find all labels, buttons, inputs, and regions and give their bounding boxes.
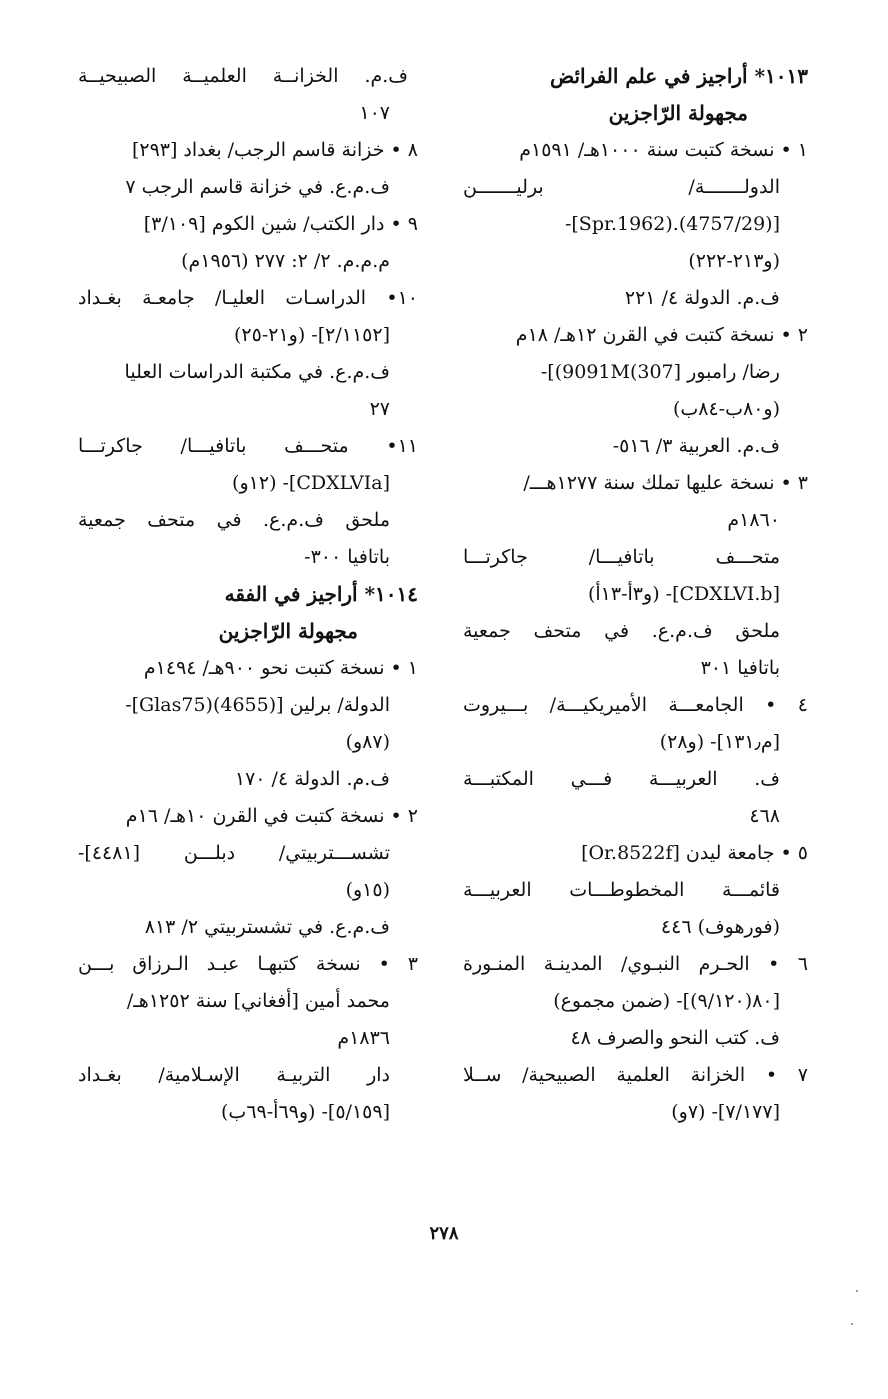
right-column-line: ٥ • جامعة ليدن [Or.8522f] [581, 842, 808, 864]
right-column-line: ٦ • الحـرم النبـوي/ المدينـة المنـورة [463, 953, 808, 975]
right-column-line: ٣ • نسخة عليها تملك سنة ١٢٧٧هـــ/ [523, 472, 808, 494]
right-column-line: (و٢١٣-٢٢٢) [688, 250, 780, 272]
right-column-line: [م١٣١٫]- (و٢٨) [659, 731, 780, 753]
right-column-line: قائمـــة المخطوطـــات العربيـــة [463, 879, 780, 901]
right-column-line: الدولـــــــة/ برليـــــــن [463, 176, 780, 198]
right-column-line: ملحق ف.م.ع. في متحف جمعية [463, 620, 780, 642]
right-column-line: (و٨٠ب-٨٤ب) [672, 398, 780, 420]
left-column-line: باتافيا ٣٠٠- [304, 546, 390, 568]
left-column-line: م.م.م. ٢/ ٢: ٢٧٧ (١٩٥٦م) [181, 250, 390, 272]
right-column-line: ف. كتب النحو والصرف ٤٨ [570, 1027, 780, 1049]
scan-speck [856, 1290, 858, 1292]
left-column-line: ف.م.ع. في مكتبة الدراسات العليا [124, 361, 390, 383]
left-column-line: ف.م. الخزانــة العلميــة الصبيحيــة [78, 65, 408, 87]
left-column-line: ١٨٣٦م [337, 1027, 390, 1049]
right-column-line: ١٨٦٠م [727, 509, 780, 531]
right-column-line: ٧ • الخزانة العلمية الصبيحية/ ســلا [463, 1064, 808, 1086]
left-column-line: [٥/١٥٩]- (و٦٩أ-٦٩ب) [221, 1101, 390, 1123]
left-column-line: [CDXLVIa]- (١٢و) [232, 472, 390, 494]
left-column-line: مجهولة الرّاجزين [218, 619, 358, 643]
right-column-line: ف. العربيـــة فـــي المكتبـــة [463, 768, 780, 790]
left-column-line: (١٥و) [345, 879, 390, 901]
right-column-line: ١٠١٣* أراجيز في علم الفرائض [549, 64, 808, 88]
left-column-line: ف.م.ع. في خزانة قاسم الرجب ٧ [125, 176, 390, 198]
left-column-line: ف.م. الدولة ٤/ ١٧٠ [234, 768, 390, 790]
left-column-line: ١١• متحـــف باتافيـــا/ جاكرتـــا [78, 435, 418, 457]
left-column-line: ١٠١٤* أراجيز في الفقه [224, 582, 418, 606]
left-column-line: (٨٧و) [345, 731, 390, 753]
right-column-line: (فورهوف) ٤٤٦ [660, 916, 780, 938]
right-column-line: باتافيا ٣٠١ [700, 657, 780, 679]
left-column-line: ٢ • نسخة كتبت في القرن ١٠هـ/ ١٦م [125, 805, 418, 827]
right-column-line: ف.م. العربية ٣/ ٥١٦- [612, 435, 780, 457]
left-column-line: ملحق ف.م.ع. في متحف جمعية [78, 509, 390, 531]
right-column-line: ٤ • الجامعـــة الأميريكيـــة/ بـــيروت [463, 694, 808, 716]
left-column [78, 58, 418, 1131]
right-column-line: مجهولة الرّاجزين [608, 101, 748, 125]
right-column-line: [CDXLVI.b]- (و٣أ-١٣أ) [587, 583, 780, 605]
left-column-line: [٢/١١٥٢]- (و٢١-٢٥) [233, 324, 390, 346]
left-column-line: ٨ • خزانة قاسم الرجب/ بغداد [٢٩٣] [131, 139, 418, 161]
right-column-line: ٤٦٨ [749, 805, 780, 827]
scan-speck [851, 1323, 853, 1325]
right-column-line: [٧/١٧٧]- (٧و) [671, 1101, 780, 1123]
left-column-line: تشســـتربيتي/ دبلـــن [٤٤٨١]- [78, 842, 390, 864]
left-column-line: ٣ • نسخة كتبهـا عبـد الـرزاق بـــن [78, 953, 418, 975]
left-column-line: الدولة/ برلين [Glas75)(4655)]- [125, 694, 390, 716]
right-column-line: [٨٠(٩/١٢٠)]- (ضمن مجموع) [553, 990, 780, 1012]
right-column-line: [Spr.1962).(4757/29)]- [564, 213, 780, 235]
left-column-line: ٢٧ [369, 398, 390, 420]
right-column [463, 58, 808, 1131]
left-column-line: ١٠• الدراسـات العليـا/ جامعـة بغـداد [78, 287, 418, 309]
right-column-line: ف.م. الدولة ٤/ ٢٢١ [624, 287, 780, 309]
left-column-line: دار التربيـة الإسـلامية/ بغـداد [78, 1064, 390, 1086]
right-column-line: متحـــف باتافيـــا/ جاكرتـــا [463, 546, 780, 568]
left-column-line: ١٠٧ [359, 102, 390, 124]
left-column-line: محمد أمين [أفغاني] سنة ١٢٥٢هـ/ [126, 990, 390, 1012]
right-column-line: رضا/ رامبور [307)9091M)]- [540, 361, 780, 383]
right-column-line: ١ • نسخة كتبت سنة ١٠٠٠هـ/ ١٥٩١م [519, 139, 808, 161]
left-column-line: ف.م.ع. في تشستربيتي ٢/ ٨١٣ [144, 916, 390, 938]
page-number: ٢٧٨ [429, 1223, 459, 1244]
left-column-line: ١ • نسخة كتبت نحو ٩٠٠هـ/ ١٤٩٤م [143, 657, 418, 679]
right-column-line: ٢ • نسخة كتبت في القرن ١٢هـ/ ١٨م [515, 324, 808, 346]
left-column-line: ٩ • دار الكتب/ شين الكوم [٣/١٠٩] [143, 213, 418, 235]
